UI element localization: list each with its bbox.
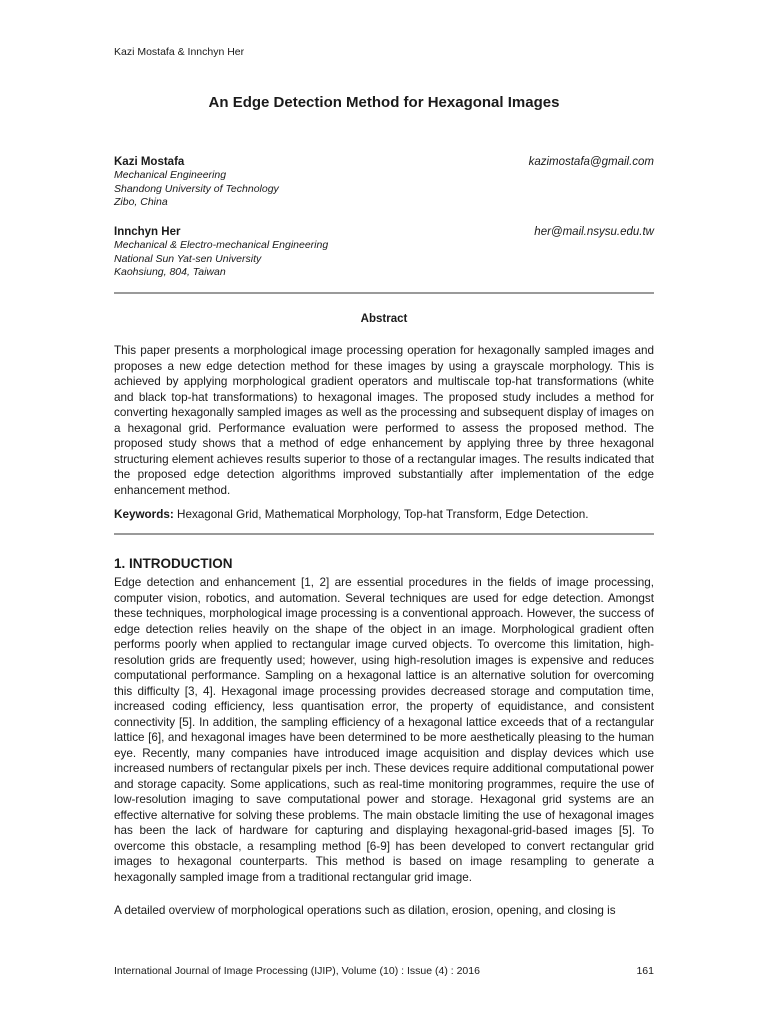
divider-rule xyxy=(114,533,654,535)
author-location: Kaohsiung, 804, Taiwan xyxy=(114,266,226,278)
abstract-text: This paper presents a morphological image processing operation for hexagonally sampled images and proposes a new edge detection method for these images by using a grayscale morphology. This is achieved by applying morphological gradient operators and multiscale top-hat transformations (white and black top-hat transformations) to hexagonal images. The proposed study includes a method for converting hexagonally sampled images as well as the processing and subsequent display of images on a hexagonal grid. Performance evaluation were performed to assess the proposed method. The proposed study shows that a method of edge enhancement by applying three by three hexagonal structuring element achieves results superior to those of a rectangular images. The results indicated that the proposed edge detection algorithms improved substantially after implementation of the edge enhancement method. xyxy=(114,344,654,497)
author-block-1 xyxy=(114,155,654,210)
author-email[interactable]: her@mail.nsysu.edu.tw xyxy=(534,226,654,238)
keywords-label: Keywords: xyxy=(114,508,174,521)
footer-journal: International Journal of Image Processing (IJIP), Volume (10) : Issue (4) : 2016 xyxy=(114,965,480,977)
paper-title: An Edge Detection Method for Hexagonal Images xyxy=(208,94,560,111)
author-name: Kazi Mostafa xyxy=(114,156,185,168)
intro-paragraph-2: A detailed overview of morphological operations such as dilation, erosion, opening, and closing is xyxy=(114,904,616,917)
author-block-2 xyxy=(114,225,654,280)
running-head: Kazi Mostafa & Innchyn Her xyxy=(114,46,245,58)
author-name: Innchyn Her xyxy=(114,226,181,238)
intro-paragraph-1: Edge detection and enhancement [1, 2] are essential procedures in the fields of image processing, computer vision, robotics, and automation. Several techniques are used for edge detection. Amongst these techniques, morphological image processing is a conventional approach. However, the success of edge detection relies heavily on the shape of the object in an image. Morphological gradient often performs poorly when applied to rectangular image curved objects. To overcome this limitation, high-resolution grids are frequently used; however, using high-resolution images is expensive and reduces computational performance. Sampling on a hexagonal lattice is an alternative solution for overcoming this difficulty [3, 4]. Hexagonal image processing provides decreased storage and computation time, increased coding efficiency, less quantisation error, the property of equidistance, and consistent connectivity [5]. In addition, the sampling efficiency of a hexagonal lattice exceeds that of a rectangular lattice [6], and hexagonal images have been determined to be more aesthetically pleasing to the human eye. Recently, many companies have introduced image acquisition and display devices which use increased numbers of rectangular pixels per inch. These devices require additional computational power and storage capacity. Some applications, such as real-time monitoring programmes, require the use of low-resolution imaging to save computational power and storage. Hexagonal grid systems are an effective alternative for solving these problems. The main obstacle limiting the use of hexagonal images has been the lack of hardware for capturing and displaying hexagonal-grid-based images [5]. To overcome this obstacle, a resampling method [6-9] has been developed to convert rectangular grid images to hexagonal counterparts. This method is based on image resampling to generate a hexagonally sampled image from a traditional rectangular grid image. xyxy=(114,576,654,884)
author-department: Mechanical & Electro-mechanical Engineering xyxy=(114,239,329,251)
abstract-heading: Abstract xyxy=(360,313,408,325)
author-department: Mechanical Engineering xyxy=(114,169,227,181)
section-heading: 1. INTRODUCTION xyxy=(114,556,233,571)
footer-page-number: 161 xyxy=(636,965,654,977)
keywords xyxy=(114,507,654,523)
author-email[interactable]: kazimostafa@gmail.com xyxy=(528,156,654,168)
keywords-text: Hexagonal Grid, Mathematical Morphology, Top-hat Transform, Edge Detection. xyxy=(173,508,589,521)
author-institution: National Sun Yat-sen University xyxy=(114,252,262,265)
divider-rule xyxy=(114,292,654,294)
author-location: Zibo, China xyxy=(114,196,168,208)
author-institution: Shandong University of Technology xyxy=(114,182,279,195)
